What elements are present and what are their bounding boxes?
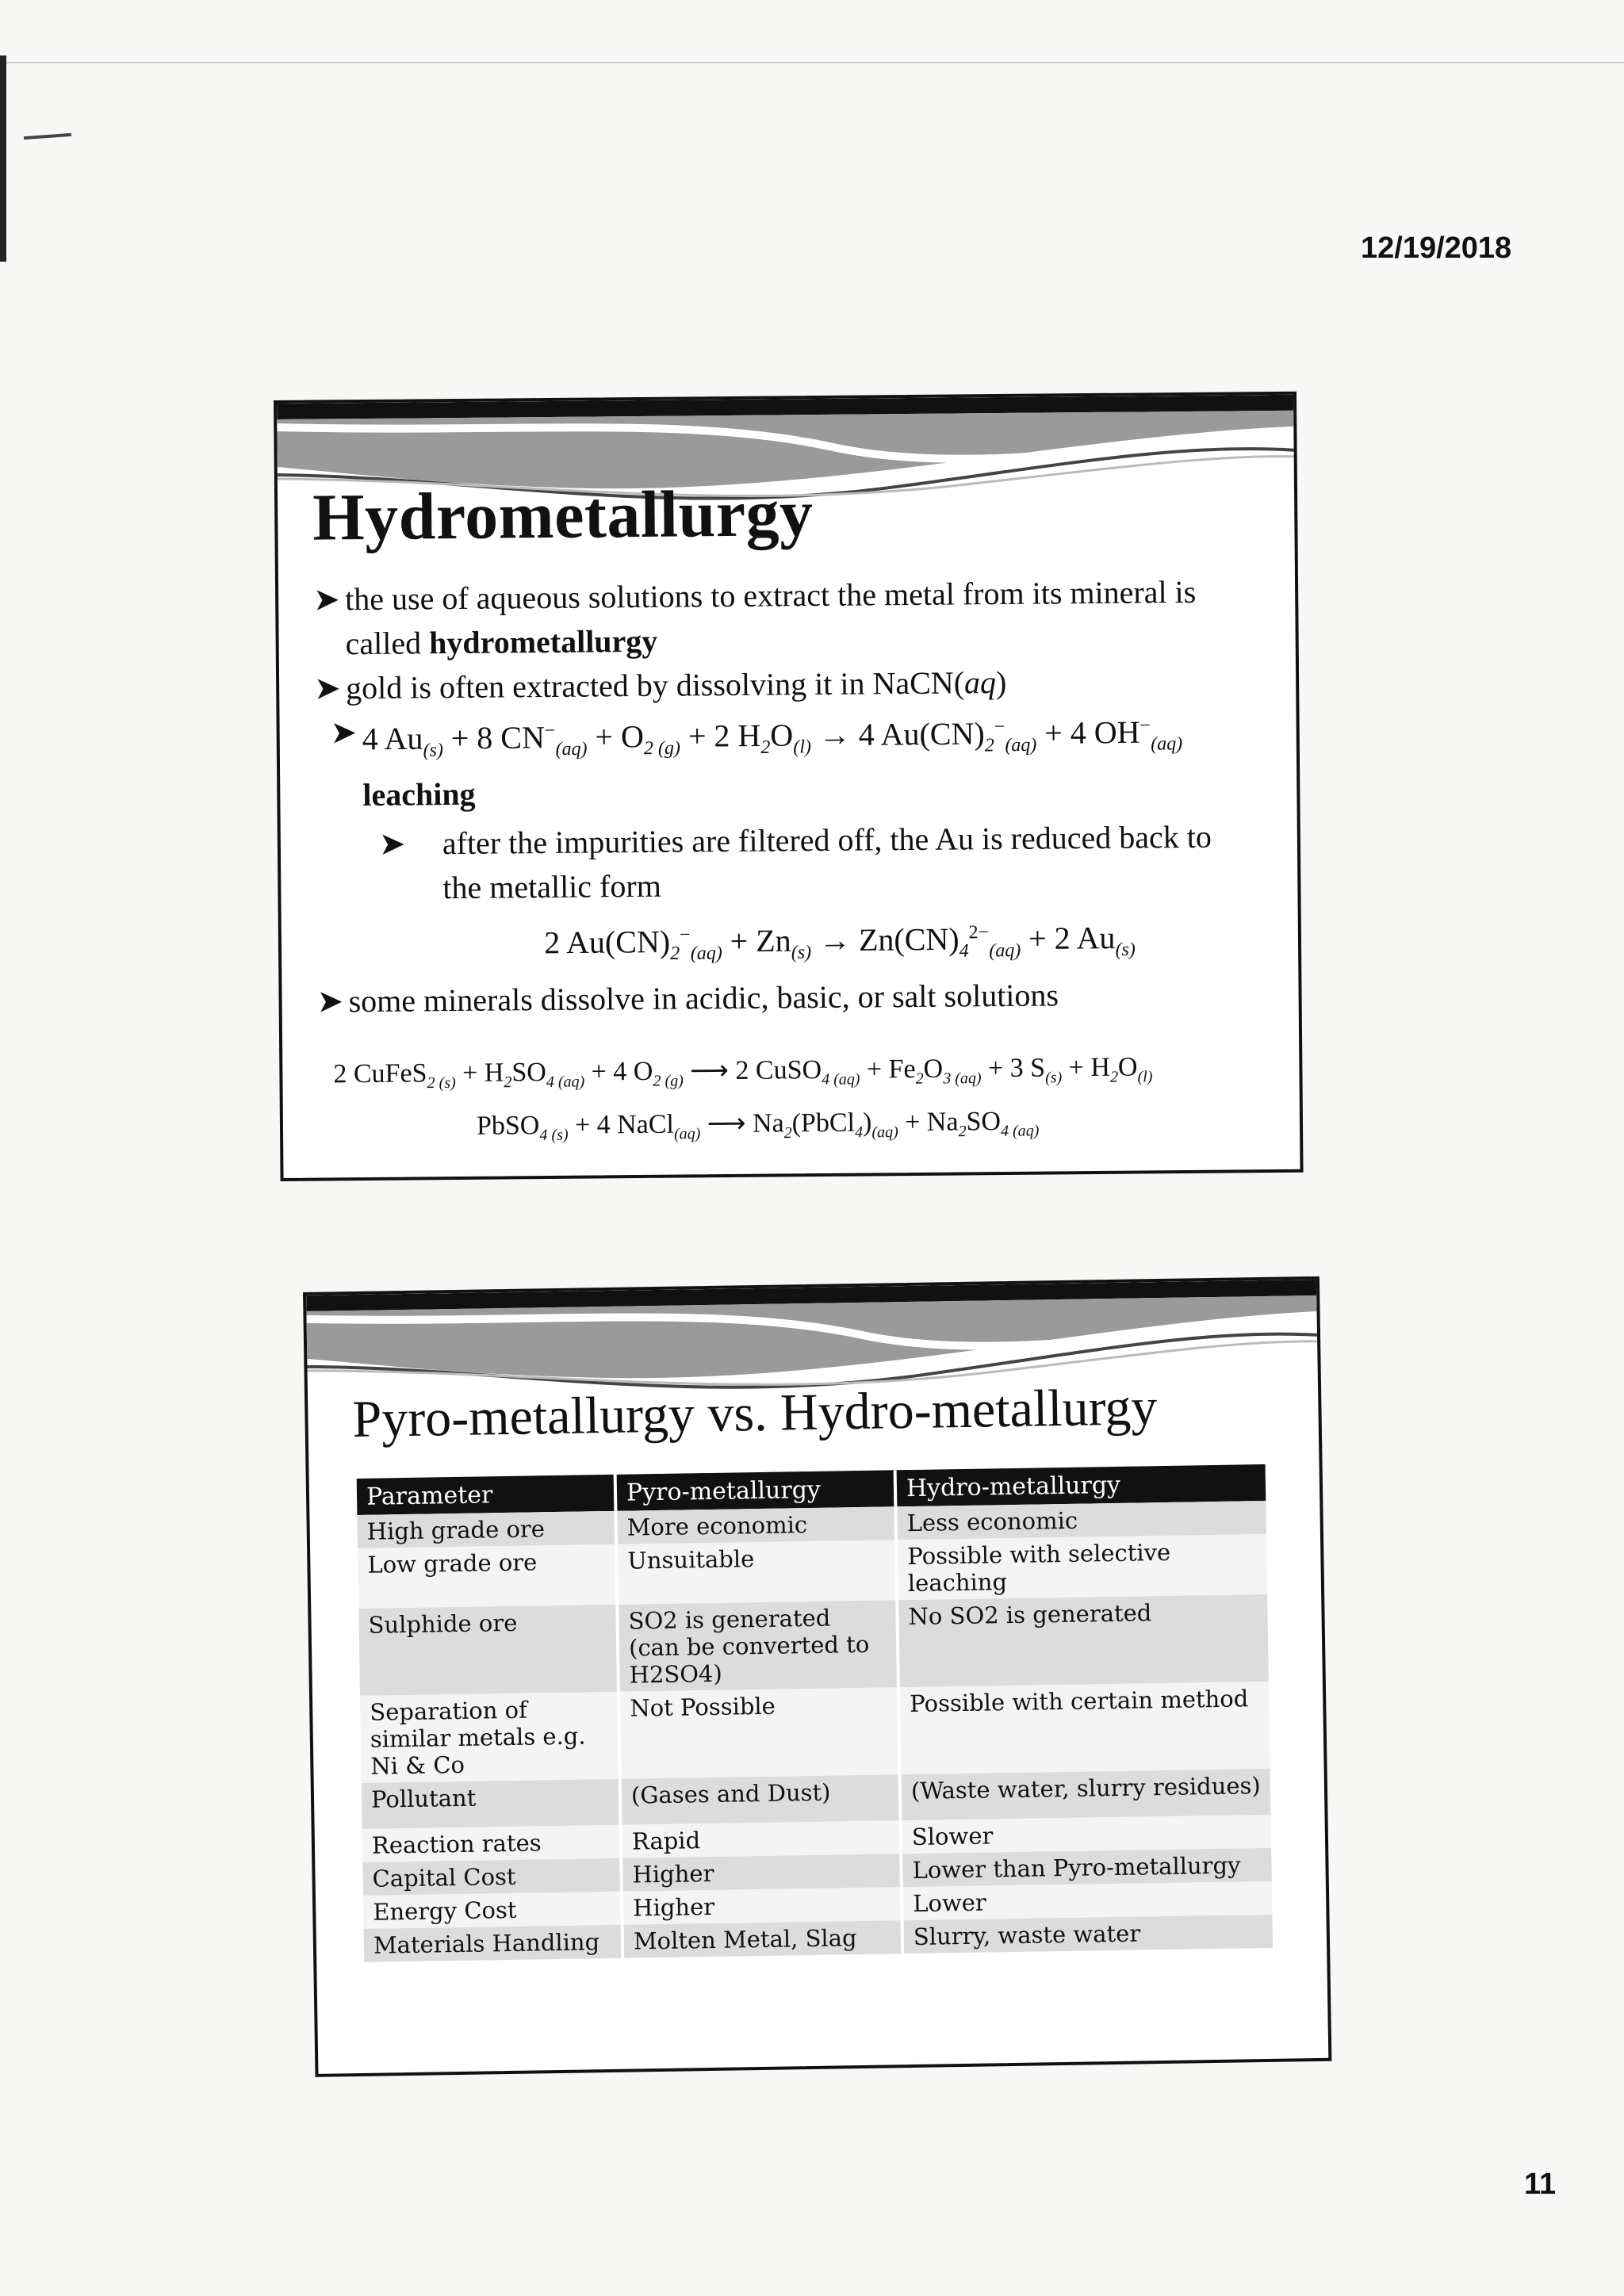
bullet-definition [313,569,1266,666]
table-cell: Possible with selective leaching [896,1534,1269,1600]
table-cell: Lower [902,1881,1274,1920]
slide-hydrometallurgy [274,392,1304,1181]
term-bold: hydrometallurgy [428,622,658,661]
table-cell: Reaction rates [362,1825,622,1862]
table-cell: (Gases and Dust) [620,1774,901,1825]
column-header: Parameter [357,1475,616,1515]
column-header: Hydro-metallurgy [895,1464,1268,1506]
comparison-table [357,1464,1276,1962]
table-cell: Unsuitable [616,1540,897,1605]
slide-title: Pyro-metallurgy vs. Hydro-metallurgy [351,1378,1158,1449]
table-cell: Pollutant [362,1779,621,1829]
bullet-text: gold is often extracted by dissolving it in NaCN( [345,664,965,706]
bullet-arrow-icon: ➤ [313,670,341,706]
bullet-text-end: ) [995,664,1007,701]
table-cell: High grade ore [357,1511,616,1548]
table-cell: Slower [901,1815,1274,1854]
page-left-edge [0,55,6,262]
bullet-text-cont: called [345,625,430,662]
table-cell: Energy Cost [363,1892,622,1929]
table-cell: Materials Handling [364,1925,623,1962]
bullet-arrow-icon: ➤ [312,581,340,618]
table-cell: Low grade ore [358,1544,617,1609]
table-cell: No SO2 is generated [897,1594,1270,1687]
bullet-gold [314,658,1266,710]
table-cell: Slurry, waste water [902,1915,1275,1954]
table-cell: Lower than Pyro-metallurgy [901,1848,1274,1887]
bullet-text: some minerals dissolve in acidic, basic, or salt solutions [348,977,1059,1019]
page-mark [24,133,71,140]
page-date: 12/19/2018 [1361,232,1512,265]
table-cell: Molten Metal, Slag [622,1920,903,1958]
slide-title: Hydrometallurgy [312,476,814,555]
equation-pbso4: PbSO$_{4 (s)}$ + 4 NaCl$_{(aq)}$ ⟶ $Na_2(PbCl_4)_{(aq)} + Na_2SO_{4 (aq)}$ [476,1107,1040,1145]
page-number: 11 [1524,2168,1557,2201]
column-header: Pyro-metallurgy [615,1470,896,1511]
table-cell: Possible with certain method [898,1682,1272,1774]
table-cell: Higher [621,1854,902,1892]
slide-comparison [303,1276,1331,2077]
page-top-edge [0,62,1624,63]
table-row [360,1682,1272,1783]
equation-cufes2: 2 CuFeS$_{2 (s)}$ + $H_2SO_{4 (aq)} + 4$ $O_{2 (g)}$ ⟶ 2 CuSO$_{4 (aq)}$ + $Fe_2O_{3 (aq)} + 3$ $S_{(s)} + H_2O_{(l)}$ [333,1052,1153,1092]
table-cell: Sulphide ore [358,1605,619,1696]
bullet-text: the use of aqueous solutions to extract the metal from its mineral is [344,573,1197,618]
reduction-equation: 2 $Au(CN)_2^-_{(aq)} + Zn_{(s)} \to Zn(CN)_4^{2-}_{(aq)} + 2$ $Au_{(s)}$ [544,920,1136,965]
bullet-text-cont: the metallic form [442,868,662,906]
table-cell: Rapid [621,1820,902,1858]
table-cell: More economic [615,1506,896,1544]
table-cell: Capital Cost [362,1858,622,1896]
bullet-italic: aq [963,664,997,701]
table-cell: SO2 is generated (can be converted to H2SO4) [617,1600,898,1692]
bullet-reduction [379,814,1268,911]
table-cell: Less economic [895,1501,1268,1540]
table-cell: Higher [622,1887,902,1925]
table-row [358,1594,1270,1696]
bullet-arrow-icon: ➤ [316,982,344,1020]
bullet-minerals [316,971,1268,1024]
table-cell: Separation of similar metals e.g. Ni & Co [360,1692,620,1783]
bullet-text: after the impurities are filtered off, the Au is reduced back to [442,819,1212,862]
bullet-arrow-icon: ➤ [330,714,358,751]
bullet-arrow-icon: ➤ [378,825,406,863]
slide-body [313,569,1270,1160]
bullet-leaching-equation: ➤ 4 $Au_{(s)} + 8$ $CN^-_{(aq)} + O_{2 (g)} + 2$ $H_2O_{(l)} \to 4$ $Au(CN)_2^-_{(aq)} + 4$ $OH^-_{(aq)}$ [330,702,1266,774]
table-cell: (Waste water, slurry residues) [900,1769,1273,1820]
leaching-label: leaching [362,776,476,813]
table-cell: Not Possible [619,1687,900,1779]
